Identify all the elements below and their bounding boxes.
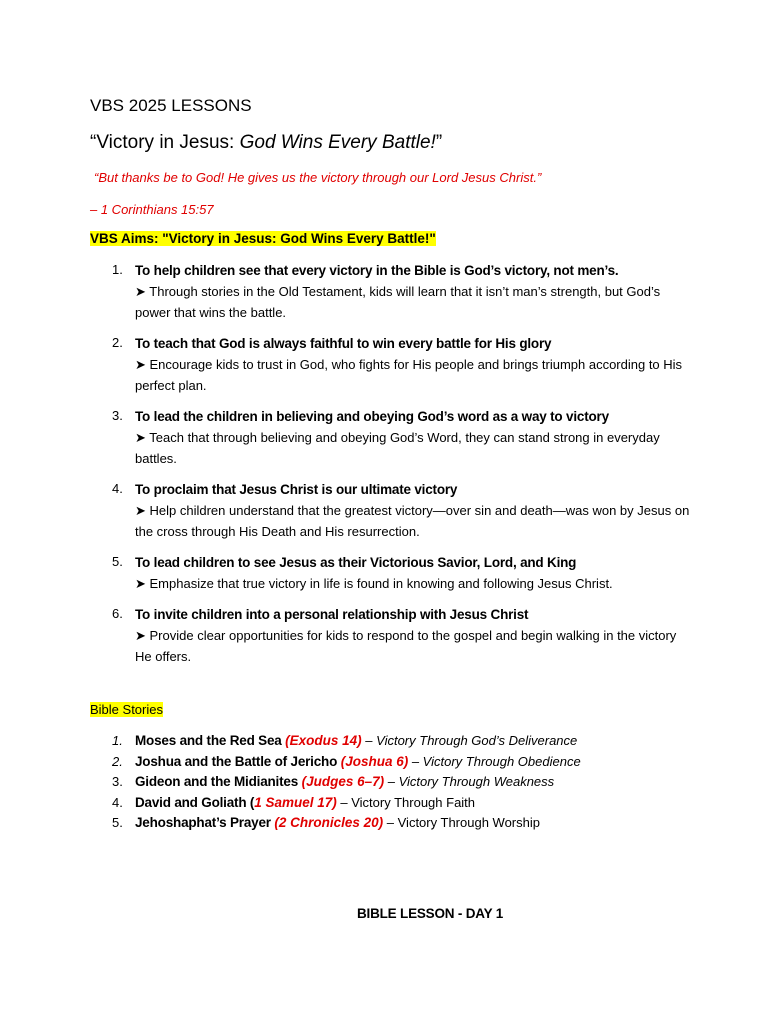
scripture-quote: “But thanks be to God! He gives us the victory through our Lord Jesus Christ.”	[94, 170, 542, 185]
aim-description: ➤ Encourage kids to trust in God, who fights for His people and brings triumph according to His perfect plan.	[135, 357, 683, 393]
aims-list	[90, 261, 690, 678]
story-item	[90, 813, 690, 834]
aims-heading	[90, 231, 436, 246]
aim-item	[90, 334, 690, 396]
story-number: 4.	[112, 794, 123, 810]
aim-item	[90, 605, 690, 667]
scripture-reference: – 1 Corinthians 15:57	[90, 202, 214, 217]
story-item	[90, 793, 690, 814]
aim-item	[90, 261, 690, 323]
story-reference: (Exodus 14)	[285, 733, 362, 748]
aim-item	[90, 480, 690, 542]
aim-description: ➤ Teach that through believing and obeying God’s Word, they can stand strong in everyday battles.	[135, 430, 660, 466]
story-theme: – Victory Through Worship	[383, 815, 540, 830]
aim-number: 3.	[112, 408, 123, 423]
story-name: Joshua and the Battle of Jericho	[135, 753, 341, 769]
story-number: 5.	[112, 815, 123, 830]
aim-number: 1.	[112, 262, 123, 277]
aim-description: ➤ Provide clear opportunities for kids to respond to the gospel and begin walking in the victory He offers.	[135, 628, 677, 664]
story-name: Gideon and the Midianites	[135, 774, 302, 789]
story-item	[90, 772, 690, 793]
aim-number: 4.	[112, 481, 123, 496]
theme-subtitle	[90, 132, 442, 154]
story-reference: (Joshua 6)	[340, 753, 409, 769]
aim-title: To proclaim that Jesus Christ is our ultimate victory	[135, 482, 458, 497]
aim-title: To teach that God is always faithful to win every battle for His glory	[135, 336, 552, 351]
story-item	[90, 752, 690, 773]
story-theme: – Victory Through Obedience	[408, 753, 581, 769]
story-number: 2.	[112, 753, 123, 769]
bible-stories-heading	[90, 702, 163, 717]
aim-number: 6.	[112, 606, 123, 621]
aim-title: To lead children to see Jesus as their Victorious Savior, Lord, and King	[135, 555, 577, 570]
story-item	[90, 731, 690, 752]
story-name: Jehoshaphat’s Prayer	[135, 815, 275, 830]
aim-title: To lead the children in believing and obeying God’s word as a way to victory	[135, 409, 609, 424]
story-reference: 1 Samuel 17)	[254, 794, 337, 810]
aim-description: ➤ Through stories in the Old Testament, kids will learn that it isn’t man’s strength, but God’s power that wins the battle.	[135, 284, 661, 320]
story-number: 3.	[112, 774, 123, 789]
story-theme: – Victory Through Faith	[336, 794, 476, 810]
story-name: Moses and the Red Sea	[135, 733, 286, 748]
bible-stories-list	[90, 731, 690, 834]
story-reference: (Judges 6–7)	[301, 774, 385, 789]
bible-stories-heading-text: Bible Stories	[90, 702, 163, 717]
subtitle-italic: God Wins Every Battle!	[239, 132, 436, 153]
document-heading: VBS 2025 LESSONS	[90, 96, 252, 115]
subtitle-close: ”	[435, 132, 443, 153]
story-number: 1.	[112, 733, 123, 748]
story-theme: – Victory Through Weakness	[384, 774, 555, 789]
aim-item	[90, 407, 690, 469]
lesson-day-heading: BIBLE LESSON - DAY 1	[356, 906, 504, 921]
story-theme: – Victory Through God’s Deliverance	[361, 733, 578, 748]
aim-number: 2.	[112, 335, 123, 350]
aim-item	[90, 553, 690, 594]
aims-heading-text: VBS Aims: "Victory in Jesus: God Wins Every Battle!"	[90, 231, 436, 246]
aim-title: To invite children into a personal relationship with Jesus Christ	[135, 607, 529, 622]
aim-number: 5.	[112, 554, 123, 569]
aim-description: ➤ Help children understand that the greatest victory—over sin and death—was won by Jesus on the cross through His Death and His resurrection.	[135, 503, 690, 539]
story-name: David and Goliath (	[135, 794, 255, 810]
subtitle-open: “Victory in Jesus:	[90, 132, 240, 153]
aim-description: ➤ Emphasize that true victory in life is found in knowing and following Jesus Christ.	[135, 576, 613, 591]
story-reference: (2 Chronicles 20)	[274, 815, 384, 830]
aim-title: To help children see that every victory in the Bible is God’s victory, not men’s.	[135, 263, 619, 278]
